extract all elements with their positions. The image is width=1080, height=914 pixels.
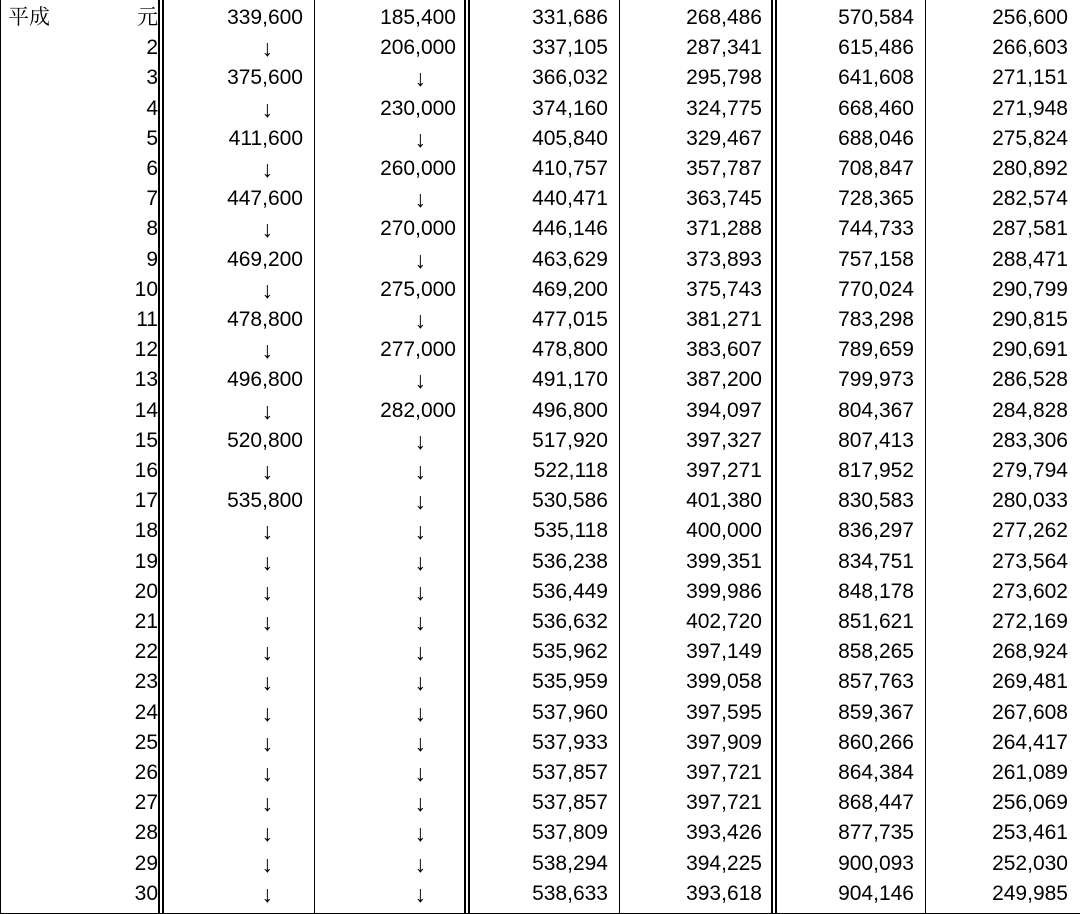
value-cell: 538,294 xyxy=(532,851,608,875)
value-cell: 728,365 xyxy=(838,187,914,211)
value-cell: 770,024 xyxy=(838,277,914,301)
value-cell: 399,986 xyxy=(686,579,762,603)
value-cell: 530,586 xyxy=(532,489,608,513)
table-row xyxy=(0,455,1080,485)
table-row xyxy=(0,848,1080,878)
value-cell: 538,633 xyxy=(532,881,608,905)
value-cell: 275,000 xyxy=(380,277,456,301)
table-row xyxy=(0,425,1080,455)
down-arrow-icon: ↓ xyxy=(414,850,426,877)
value-cell: 280,892 xyxy=(992,157,1068,180)
value-cell: 331,686 xyxy=(532,6,608,29)
down-arrow-icon: ↓ xyxy=(261,790,273,817)
value-cell: 830,583 xyxy=(838,489,914,513)
value-cell: 381,271 xyxy=(686,308,762,331)
table-row xyxy=(0,485,1080,515)
value-cell: 397,721 xyxy=(686,791,762,815)
year-cell: 24 xyxy=(134,700,158,724)
down-arrow-icon: ↓ xyxy=(261,276,273,303)
value-cell: 397,721 xyxy=(686,761,762,784)
down-arrow-icon: ↓ xyxy=(414,790,426,817)
table-row xyxy=(0,727,1080,757)
value-cell: 394,097 xyxy=(686,398,762,422)
value-cell: 641,608 xyxy=(838,66,914,90)
value-cell: 535,800 xyxy=(227,489,303,513)
down-arrow-icon: ↓ xyxy=(261,397,273,424)
value-cell: 375,600 xyxy=(227,66,303,90)
value-cell: 807,413 xyxy=(838,428,914,452)
value-cell: 399,351 xyxy=(686,549,762,573)
table-row xyxy=(0,123,1080,153)
down-arrow-icon: ↓ xyxy=(414,246,426,273)
value-cell: 277,262 xyxy=(992,519,1068,543)
value-cell: 491,170 xyxy=(532,368,608,392)
value-cell: 405,840 xyxy=(532,126,608,150)
value-cell: 373,893 xyxy=(686,247,762,271)
table-row xyxy=(0,32,1080,62)
down-arrow-icon: ↓ xyxy=(261,699,273,726)
table-row xyxy=(0,697,1080,727)
year-cell: 17 xyxy=(134,489,158,513)
value-cell: 387,200 xyxy=(686,368,762,392)
value-cell: 324,775 xyxy=(686,96,762,120)
down-arrow-icon: ↓ xyxy=(414,729,426,756)
value-cell: 266,603 xyxy=(992,36,1068,60)
down-arrow-icon: ↓ xyxy=(261,880,273,907)
value-cell: 868,447 xyxy=(838,791,914,815)
down-arrow-icon: ↓ xyxy=(414,458,426,484)
value-cell: 267,608 xyxy=(992,700,1068,724)
value-cell: 478,800 xyxy=(227,308,303,331)
table-row xyxy=(0,576,1080,606)
value-cell: 496,800 xyxy=(227,368,303,392)
value-cell: 447,600 xyxy=(227,187,303,211)
down-arrow-icon: ↓ xyxy=(261,35,273,62)
down-arrow-icon: ↓ xyxy=(261,337,273,364)
table-row xyxy=(0,878,1080,908)
value-cell: 357,787 xyxy=(686,157,762,180)
down-arrow-icon: ↓ xyxy=(414,186,426,213)
value-cell: 290,815 xyxy=(992,308,1068,331)
value-cell: 446,146 xyxy=(532,217,608,241)
value-cell: 283,306 xyxy=(992,428,1068,452)
value-cell: 402,720 xyxy=(686,610,762,633)
year-cell: 29 xyxy=(134,851,158,875)
value-cell: 264,417 xyxy=(992,730,1068,754)
down-arrow-icon: ↓ xyxy=(414,548,426,575)
value-cell: 537,960 xyxy=(532,700,608,724)
table-row xyxy=(0,636,1080,666)
value-cell: 877,735 xyxy=(838,821,914,845)
value-cell: 400,000 xyxy=(686,519,762,543)
value-cell: 185,400 xyxy=(380,6,456,29)
year-cell: 19 xyxy=(134,549,158,573)
year-cell: 10 xyxy=(134,277,158,301)
down-arrow-icon: ↓ xyxy=(414,880,426,907)
value-cell: 537,809 xyxy=(532,821,608,845)
value-cell: 363,745 xyxy=(686,187,762,211)
table-row xyxy=(0,183,1080,213)
table-row xyxy=(0,757,1080,787)
value-cell: 848,178 xyxy=(838,579,914,603)
value-cell: 366,032 xyxy=(532,66,608,90)
value-cell: 282,000 xyxy=(380,398,456,422)
value-cell: 374,160 xyxy=(532,96,608,120)
year-cell: 6 xyxy=(146,157,158,180)
table-row xyxy=(0,2,1080,32)
table-row xyxy=(0,546,1080,576)
table-row xyxy=(0,606,1080,636)
value-cell: 440,471 xyxy=(532,187,608,211)
value-cell: 260,000 xyxy=(380,157,456,180)
value-cell: 287,341 xyxy=(686,36,762,60)
value-cell: 272,169 xyxy=(992,610,1068,633)
value-cell: 275,824 xyxy=(992,126,1068,150)
value-cell: 337,105 xyxy=(532,36,608,60)
value-cell: 517,920 xyxy=(532,428,608,452)
value-cell: 268,486 xyxy=(686,6,762,29)
value-cell: 411,600 xyxy=(228,126,303,150)
down-arrow-icon: ↓ xyxy=(261,216,273,243)
year-cell: 28 xyxy=(134,821,158,845)
value-cell: 522,118 xyxy=(533,459,608,482)
value-cell: 290,799 xyxy=(992,277,1068,301)
down-arrow-icon: ↓ xyxy=(414,367,426,394)
value-cell: 469,200 xyxy=(227,247,303,271)
down-arrow-icon: ↓ xyxy=(414,65,426,92)
down-arrow-icon: ↓ xyxy=(414,820,426,847)
table-row xyxy=(0,93,1080,123)
value-cell: 477,015 xyxy=(532,308,608,331)
down-arrow-icon: ↓ xyxy=(261,578,273,605)
table-row xyxy=(0,364,1080,394)
value-cell: 249,985 xyxy=(992,881,1068,905)
value-cell: 401,380 xyxy=(686,489,762,513)
year-cell: 5 xyxy=(146,126,158,150)
value-cell: 537,857 xyxy=(532,761,608,784)
value-cell: 799,973 xyxy=(838,368,914,392)
year-cell: 26 xyxy=(134,761,158,784)
value-cell: 290,691 xyxy=(992,338,1068,362)
value-cell: 783,298 xyxy=(838,308,914,331)
value-cell: 496,800 xyxy=(532,398,608,422)
down-arrow-icon: ↓ xyxy=(414,760,426,786)
value-cell: 478,800 xyxy=(532,338,608,362)
down-arrow-icon: ↓ xyxy=(261,609,273,635)
year-cell: 30 xyxy=(134,881,158,905)
value-cell: 410,757 xyxy=(532,157,608,180)
value-cell: 371,288 xyxy=(686,217,762,241)
year-cell: 16 xyxy=(134,459,158,482)
year-cell: 9 xyxy=(146,247,158,271)
value-cell: 271,948 xyxy=(992,96,1068,120)
value-cell: 256,069 xyxy=(992,791,1068,815)
value-cell: 287,581 xyxy=(992,217,1068,241)
value-cell: 864,384 xyxy=(838,761,914,784)
value-cell: 295,798 xyxy=(686,66,762,90)
value-cell: 279,794 xyxy=(992,459,1068,482)
value-cell: 900,093 xyxy=(838,851,914,875)
value-cell: 268,924 xyxy=(992,640,1068,664)
value-cell: 860,266 xyxy=(838,730,914,754)
value-cell: 271,151 xyxy=(992,66,1068,90)
value-cell: 273,564 xyxy=(992,549,1068,573)
value-cell: 469,200 xyxy=(532,277,608,301)
table-row xyxy=(0,334,1080,364)
year-cell: 25 xyxy=(134,730,158,754)
down-arrow-icon: ↓ xyxy=(261,548,273,575)
table-row xyxy=(0,244,1080,274)
value-cell: 399,058 xyxy=(686,670,762,694)
down-arrow-icon: ↓ xyxy=(261,458,273,484)
value-cell: 859,367 xyxy=(838,700,914,724)
value-cell: 256,600 xyxy=(992,6,1068,29)
down-arrow-icon: ↓ xyxy=(261,850,273,877)
table-row xyxy=(0,274,1080,304)
year-cell: 13 xyxy=(134,368,158,392)
table-row xyxy=(0,787,1080,817)
table-row xyxy=(0,213,1080,243)
table-row xyxy=(0,395,1080,425)
year-cell: 元 xyxy=(137,6,158,29)
value-cell: 834,751 xyxy=(838,549,914,573)
value-cell: 858,265 xyxy=(838,640,914,664)
year-cell: 27 xyxy=(134,791,158,815)
value-cell: 393,426 xyxy=(686,821,762,845)
value-cell: 375,743 xyxy=(686,277,762,301)
value-cell: 836,297 xyxy=(838,519,914,543)
year-cell: 14 xyxy=(134,398,158,422)
year-cell: 8 xyxy=(146,217,158,241)
value-cell: 804,367 xyxy=(838,398,914,422)
value-cell: 261,089 xyxy=(992,761,1068,784)
value-cell: 288,471 xyxy=(992,247,1068,271)
value-cell: 280,033 xyxy=(992,489,1068,513)
value-cell: 817,952 xyxy=(838,459,914,482)
value-cell: 393,618 xyxy=(686,881,762,905)
value-cell: 397,271 xyxy=(686,459,762,482)
value-cell: 536,238 xyxy=(532,549,608,573)
value-cell: 269,481 xyxy=(992,670,1068,694)
down-arrow-icon: ↓ xyxy=(261,95,273,122)
value-cell: 270,000 xyxy=(380,217,456,241)
value-cell: 273,602 xyxy=(992,579,1068,603)
value-cell: 520,800 xyxy=(227,428,303,452)
value-cell: 286,528 xyxy=(992,368,1068,392)
value-cell: 688,046 xyxy=(838,126,914,150)
value-cell: 397,327 xyxy=(686,428,762,452)
year-cell: 21 xyxy=(134,610,158,633)
value-cell: 537,857 xyxy=(532,791,608,815)
down-arrow-icon: ↓ xyxy=(261,669,273,696)
year-cell: 12 xyxy=(134,338,158,362)
value-cell: 284,828 xyxy=(992,398,1068,422)
value-cell: 535,962 xyxy=(532,640,608,664)
year-cell: 4 xyxy=(146,96,158,120)
value-cell: 252,030 xyxy=(992,851,1068,875)
value-cell: 757,158 xyxy=(838,247,914,271)
year-cell: 7 xyxy=(146,187,158,211)
value-cell: 536,449 xyxy=(532,579,608,603)
value-cell: 744,733 xyxy=(838,217,914,241)
down-arrow-icon: ↓ xyxy=(414,125,426,152)
down-arrow-icon: ↓ xyxy=(414,639,426,666)
value-cell: 615,486 xyxy=(838,36,914,60)
value-cell: 668,460 xyxy=(838,96,914,120)
year-cell: 23 xyxy=(134,670,158,694)
down-arrow-icon: ↓ xyxy=(261,518,273,545)
down-arrow-icon: ↓ xyxy=(261,760,273,786)
down-arrow-icon: ↓ xyxy=(414,669,426,696)
down-arrow-icon: ↓ xyxy=(414,488,426,515)
value-cell: 535,118 xyxy=(533,519,608,543)
year-cell: 22 xyxy=(134,640,158,664)
value-cell: 397,909 xyxy=(686,730,762,754)
value-cell: 339,600 xyxy=(227,6,303,29)
value-cell: 253,461 xyxy=(992,821,1068,845)
table-row xyxy=(0,515,1080,545)
year-cell: 18 xyxy=(134,519,158,543)
year-cell: 2 xyxy=(146,36,158,60)
value-cell: 397,595 xyxy=(686,700,762,724)
value-cell: 535,959 xyxy=(532,670,608,694)
value-cell: 904,146 xyxy=(838,881,914,905)
value-cell: 570,584 xyxy=(838,6,914,29)
value-cell: 537,933 xyxy=(532,730,608,754)
year-cell: 3 xyxy=(146,66,158,90)
down-arrow-icon: ↓ xyxy=(261,639,273,666)
down-arrow-icon: ↓ xyxy=(414,609,426,635)
value-cell: 206,000 xyxy=(380,36,456,60)
down-arrow-icon: ↓ xyxy=(414,427,426,454)
value-cell: 789,659 xyxy=(838,338,914,362)
value-cell: 383,607 xyxy=(686,338,762,362)
value-cell: 857,763 xyxy=(838,670,914,694)
value-cell: 397,149 xyxy=(686,640,762,664)
value-cell: 230,000 xyxy=(380,96,456,120)
down-arrow-icon: ↓ xyxy=(414,518,426,545)
era-label: 平成 xyxy=(8,6,50,29)
table-row xyxy=(0,817,1080,847)
year-cell: 11 xyxy=(136,308,158,331)
value-cell: 329,467 xyxy=(686,126,762,150)
down-arrow-icon: ↓ xyxy=(414,699,426,726)
value-cell: 282,574 xyxy=(992,187,1068,211)
year-cell: 15 xyxy=(134,428,158,452)
down-arrow-icon: ↓ xyxy=(414,578,426,605)
year-cell: 20 xyxy=(134,579,158,603)
table-row xyxy=(0,666,1080,696)
down-arrow-icon: ↓ xyxy=(414,307,426,333)
table-row xyxy=(0,62,1080,92)
value-cell: 463,629 xyxy=(532,247,608,271)
value-cell: 394,225 xyxy=(686,851,762,875)
down-arrow-icon: ↓ xyxy=(261,820,273,847)
table-row xyxy=(0,153,1080,183)
down-arrow-icon: ↓ xyxy=(261,729,273,756)
value-cell: 851,621 xyxy=(838,610,914,633)
value-cell: 277,000 xyxy=(380,338,456,362)
table-row xyxy=(0,304,1080,334)
down-arrow-icon: ↓ xyxy=(261,156,273,182)
value-cell: 708,847 xyxy=(838,157,914,180)
value-cell: 536,632 xyxy=(532,610,608,633)
